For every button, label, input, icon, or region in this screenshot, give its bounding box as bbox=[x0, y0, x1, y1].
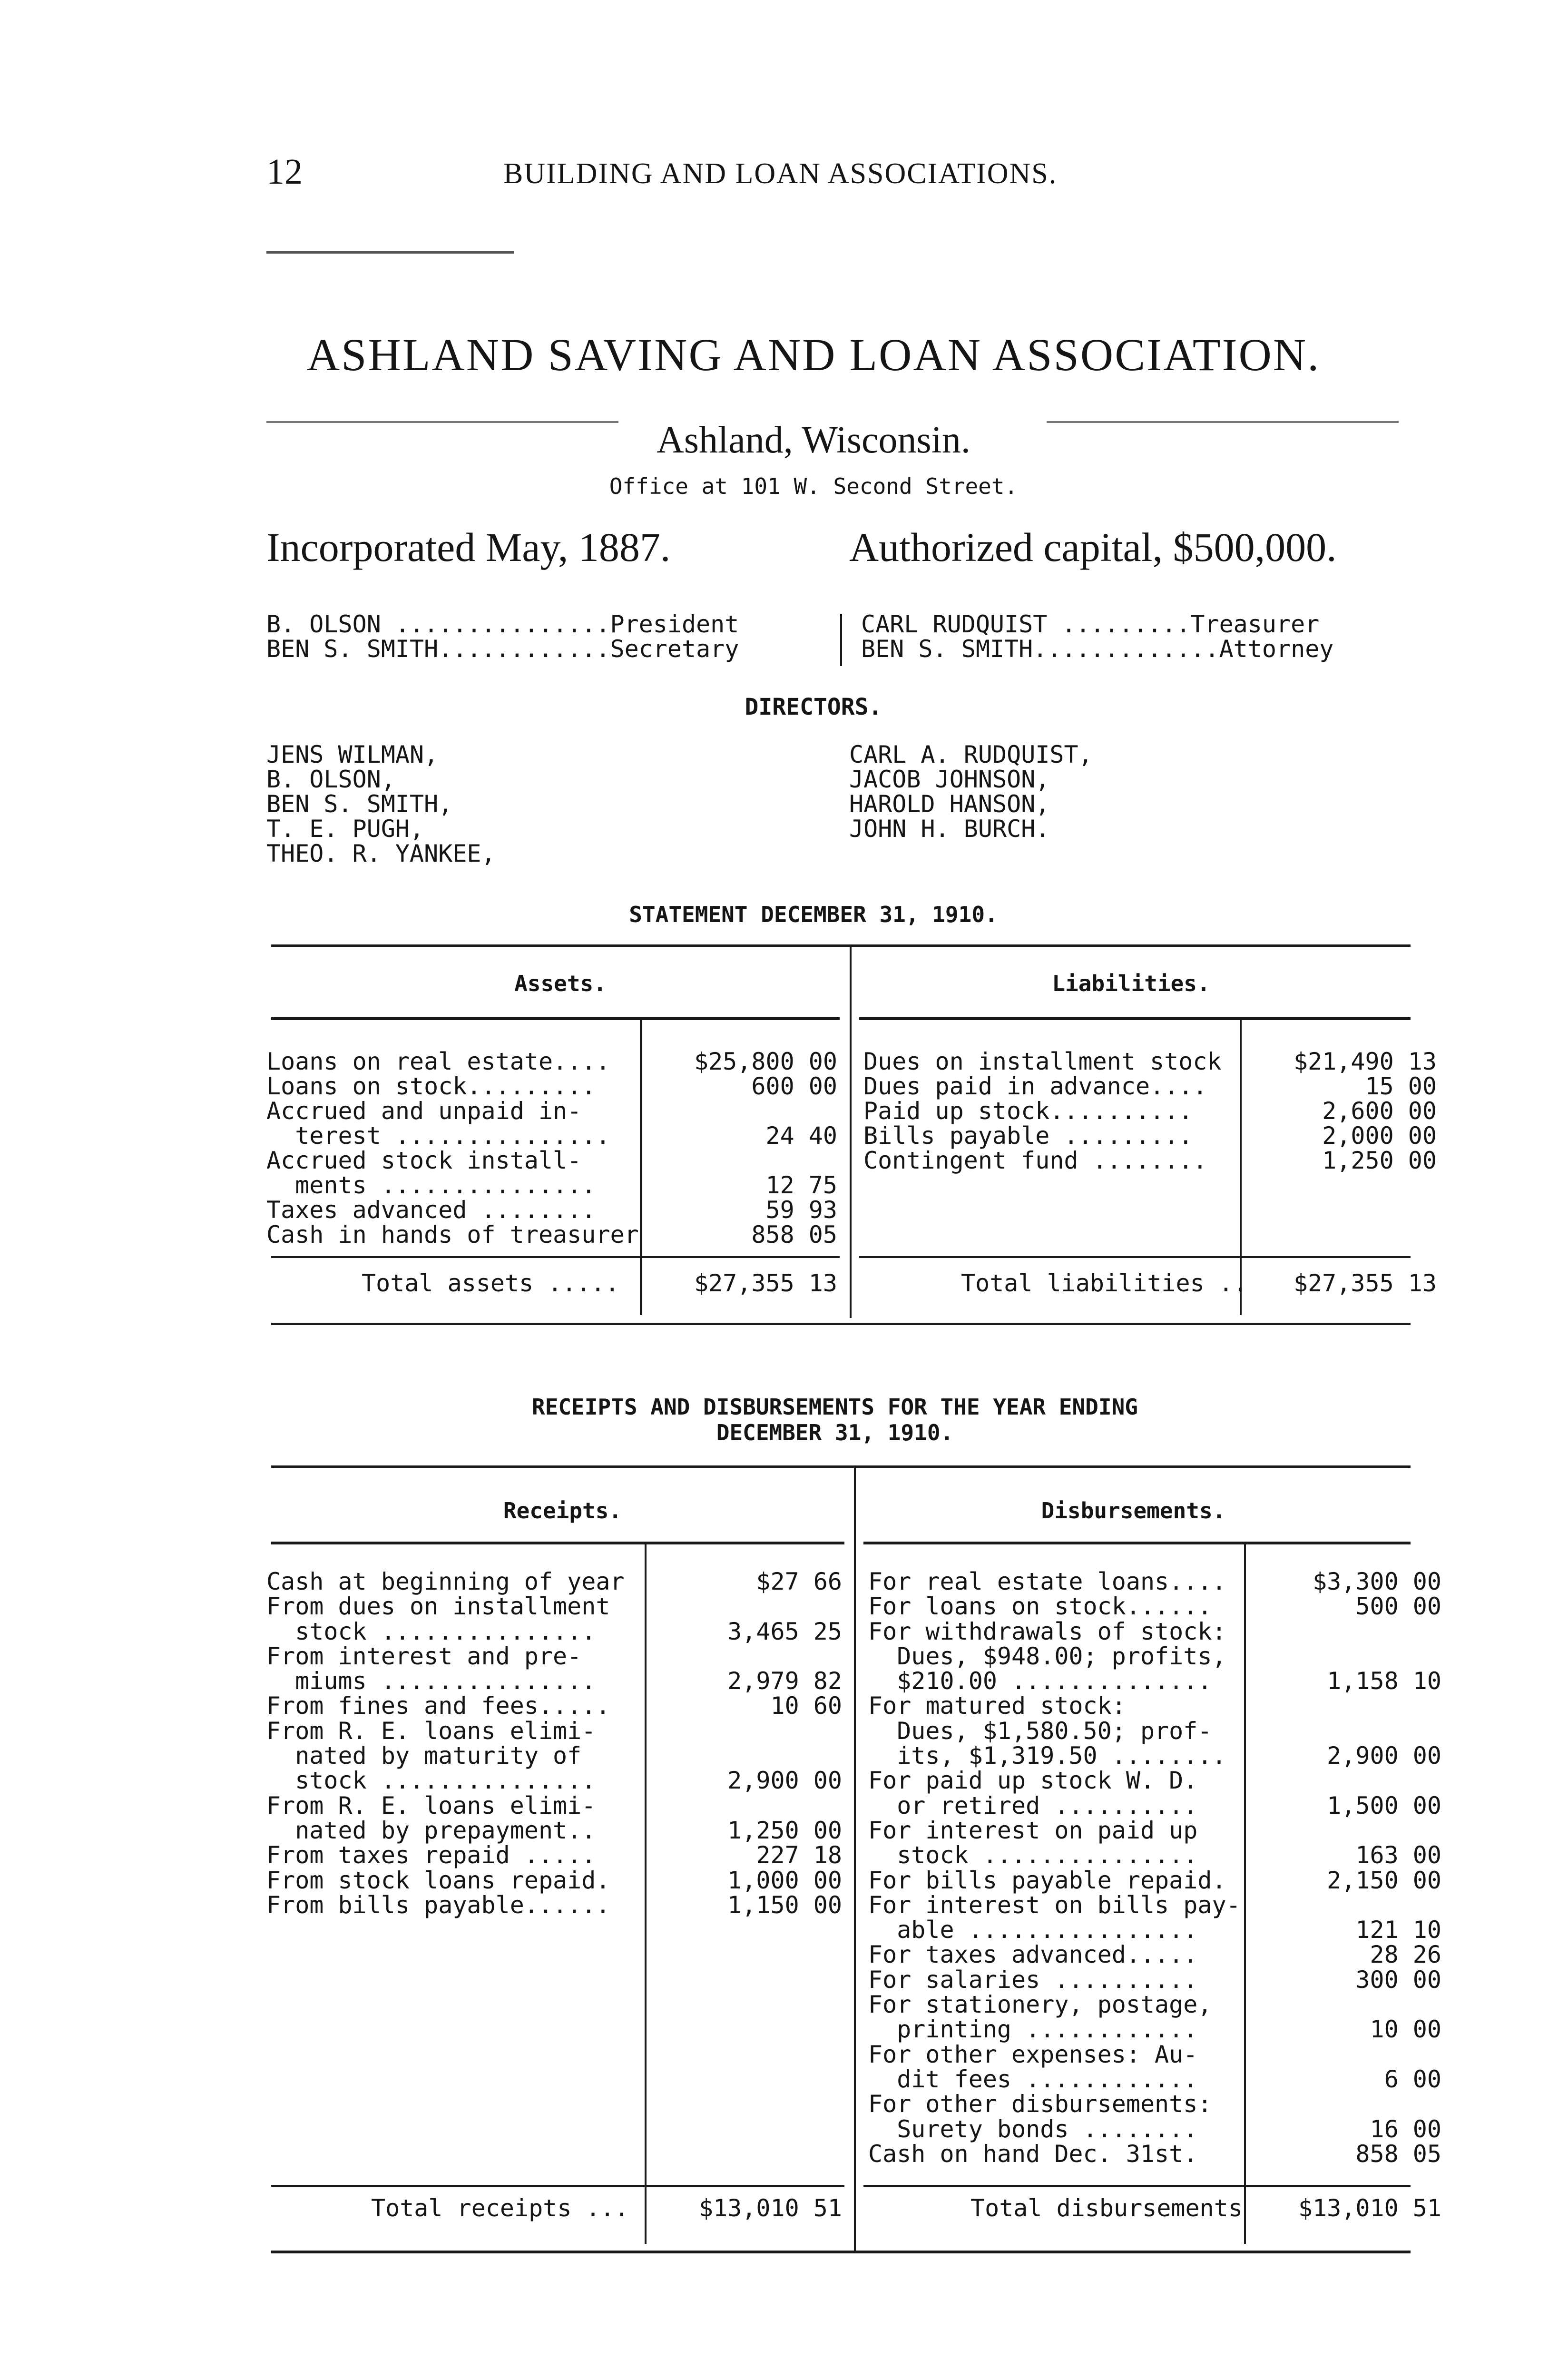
assets-total-rule bbox=[271, 1256, 840, 1258]
liabilities-total-rule bbox=[859, 1256, 1411, 1258]
liability-label: Bills payable ......... bbox=[863, 1122, 1193, 1150]
officer-attorney: BEN S. SMITH.............Attorney bbox=[861, 635, 1334, 663]
directors-left bbox=[266, 742, 496, 866]
disbursement-label: For other disbursements: bbox=[868, 2090, 1212, 2118]
disbursement-label: Dues, $1,580.50; prof- bbox=[868, 1717, 1212, 1745]
liability-amount: 15 00 bbox=[1365, 1072, 1437, 1100]
asset-label: Loans on real estate.... bbox=[266, 1048, 610, 1075]
asset-amount: $25,800 00 bbox=[694, 1048, 837, 1075]
disbursement-label: For loans on stock...... bbox=[868, 1593, 1212, 1621]
receipts-head-rule bbox=[271, 1542, 844, 1544]
receipt-amount: 1,250 00 bbox=[727, 1816, 842, 1844]
disbursement-label: dit fees ............ bbox=[868, 2065, 1198, 2093]
total-disbursements-label: Total disbursements bbox=[970, 2194, 1243, 2222]
asset-amount: 858 05 bbox=[751, 1221, 837, 1248]
disbursement-label: For salaries .......... bbox=[868, 1966, 1198, 1994]
receipt-label: From R. E. loans elimi- bbox=[266, 1791, 596, 1819]
receipts-center-divider bbox=[854, 1468, 856, 2253]
incorporated-date: Incorporated May, 1887. bbox=[266, 524, 671, 570]
disbursement-label: For withdrawals of stock: bbox=[868, 1617, 1226, 1645]
asset-label: Taxes advanced ........ bbox=[266, 1196, 596, 1224]
receipt-amount: $27 66 bbox=[756, 1568, 842, 1595]
receipt-label: From interest and pre- bbox=[266, 1642, 582, 1670]
disbursement-amount: 16 00 bbox=[1370, 2115, 1441, 2143]
liabilities-head-rule bbox=[859, 1017, 1411, 1020]
receipt-label: stock ............... bbox=[266, 1767, 596, 1795]
directors-right bbox=[849, 742, 1093, 841]
receipts-labels bbox=[266, 1569, 625, 1917]
disbursement-amount: 2,150 00 bbox=[1327, 1866, 1441, 1894]
disbursement-amount: 10 00 bbox=[1370, 2015, 1441, 2044]
receipt-amount: 1,000 00 bbox=[727, 1866, 842, 1894]
receipt-label: nated by prepayment.. bbox=[266, 1816, 596, 1844]
total-assets-amount: $27,355 13 bbox=[694, 1269, 837, 1297]
assets-amounts bbox=[645, 1049, 837, 1247]
officer-title: President bbox=[610, 610, 739, 638]
disbursement-amount: 6 00 bbox=[1384, 2065, 1441, 2093]
disbursement-amount: $3,300 00 bbox=[1313, 1568, 1441, 1595]
officer-secretary: BEN S. SMITH............Secretary bbox=[266, 635, 739, 663]
statement-heading: STATEMENT DECEMBER 31, 1910. bbox=[629, 902, 998, 927]
receipt-label: From R. E. loans elimi- bbox=[266, 1717, 596, 1745]
receipt-label: stock ............... bbox=[266, 1617, 596, 1645]
director-name: T. E. PUGH, bbox=[266, 815, 424, 843]
officer-president: B. OLSON ...............President bbox=[266, 610, 739, 638]
liability-amount: 1,250 00 bbox=[1322, 1147, 1437, 1174]
officer-name: BEN S. SMITH bbox=[266, 635, 439, 663]
association-location: Ashland, Wisconsin. bbox=[657, 419, 970, 461]
receipt-amount: 1,150 00 bbox=[727, 1891, 842, 1919]
receipt-label: Cash at beginning of year bbox=[266, 1568, 625, 1595]
officer-title: Secretary bbox=[610, 635, 739, 663]
directors-heading: DIRECTORS. bbox=[745, 694, 882, 720]
receipt-amount: 2,979 82 bbox=[727, 1667, 842, 1695]
association-name: ASHLAND SAVING AND LOAN ASSOCIATION. bbox=[306, 329, 1321, 380]
disbursement-amount: 163 00 bbox=[1355, 1841, 1441, 1869]
receipts-amounts bbox=[649, 1569, 842, 1917]
disbursement-label: Dues, $948.00; profits, bbox=[868, 1642, 1226, 1670]
disbursements-head-rule bbox=[863, 1542, 1411, 1544]
disbursement-label: For bills payable repaid. bbox=[868, 1866, 1226, 1894]
receipts-heading-line2: DECEMBER 31, 1910. bbox=[716, 1420, 954, 1445]
receipts-bottom-rule bbox=[271, 2251, 1411, 2253]
assets-head-rule bbox=[271, 1017, 840, 1020]
disbursement-label: For interest on bills pay- bbox=[868, 1891, 1241, 1919]
liability-amount: 2,600 00 bbox=[1322, 1097, 1437, 1125]
director-name: CARL A. RUDQUIST, bbox=[849, 741, 1093, 768]
director-name: THEO. R. YANKEE, bbox=[266, 840, 496, 867]
page-number: 12 bbox=[266, 152, 303, 192]
receipt-amount: 227 18 bbox=[756, 1841, 842, 1869]
liabilities-heading: Liabilities. bbox=[1052, 971, 1210, 996]
officer-title: Treasurer bbox=[1190, 610, 1320, 638]
disbursements-amount-divider bbox=[1244, 1544, 1246, 2244]
asset-label: Accrued and unpaid in- bbox=[266, 1097, 582, 1125]
officer-name: BEN S. SMITH bbox=[861, 635, 1033, 663]
assets-amount-divider bbox=[640, 1020, 642, 1315]
receipt-label: From taxes repaid ..... bbox=[266, 1841, 596, 1869]
disbursement-label: Cash on hand Dec. 31st. bbox=[868, 2140, 1198, 2168]
statement-bottom-rule bbox=[271, 1323, 1411, 1325]
total-receipts-amount: $13,010 51 bbox=[698, 2194, 842, 2222]
disbursements-col-heading: Disbursements. bbox=[1041, 1498, 1226, 1524]
total-liabilities-amount: $27,355 13 bbox=[1293, 1269, 1437, 1297]
asset-amount: 600 00 bbox=[751, 1072, 837, 1100]
receipts-amount-divider bbox=[645, 1544, 647, 2244]
receipt-amount: 3,465 25 bbox=[727, 1617, 842, 1645]
officer-treasurer: CARL RUDQUIST .........Treasurer bbox=[861, 610, 1320, 638]
total-receipts-label: Total receipts ... bbox=[371, 2194, 629, 2222]
receipts-total-rule bbox=[271, 2185, 844, 2187]
disbursement-amount: 300 00 bbox=[1355, 1966, 1441, 1994]
officer-name: B. OLSON bbox=[266, 610, 381, 638]
disbursement-label: For stationery, postage, bbox=[868, 1991, 1212, 2019]
disbursement-label: For matured stock: bbox=[868, 1692, 1126, 1720]
disbursements-total-rule bbox=[863, 2185, 1411, 2187]
disbursement-label: For interest on paid up bbox=[868, 1816, 1198, 1844]
liabilities-labels bbox=[863, 1049, 1222, 1173]
disbursement-label: its, $1,319.50 ........ bbox=[868, 1742, 1226, 1770]
association-office: Office at 101 W. Second Street. bbox=[609, 473, 1018, 499]
liability-label: Paid up stock.......... bbox=[863, 1097, 1193, 1125]
liability-amount: $21,490 13 bbox=[1293, 1048, 1437, 1075]
receipt-amount: 2,900 00 bbox=[727, 1767, 842, 1795]
statement-center-divider bbox=[850, 947, 852, 1318]
disbursements-amounts bbox=[1249, 1569, 1441, 2166]
assets-labels bbox=[266, 1049, 639, 1247]
asset-amount: 24 40 bbox=[765, 1122, 837, 1150]
disbursement-label: printing ............ bbox=[868, 2015, 1198, 2044]
assets-heading: Assets. bbox=[514, 971, 607, 996]
total-assets-label: Total assets ..... bbox=[362, 1269, 619, 1297]
disbursement-label: able ................ bbox=[868, 1916, 1198, 1944]
liability-label: Dues on installment stock bbox=[863, 1048, 1222, 1075]
disbursement-label: $210.00 .............. bbox=[868, 1667, 1212, 1695]
receipts-heading-line1: RECEIPTS AND DISBURSEMENTS FOR THE YEAR ENDING bbox=[532, 1394, 1138, 1420]
asset-label: ments ............... bbox=[266, 1171, 596, 1199]
officer-title: Attorney bbox=[1219, 635, 1334, 663]
receipt-label: nated by maturity of bbox=[266, 1742, 582, 1770]
asset-label: Accrued stock install- bbox=[266, 1147, 582, 1174]
receipt-amount: 10 60 bbox=[770, 1692, 842, 1720]
statement-top-rule bbox=[271, 944, 1411, 947]
asset-label: Loans on stock......... bbox=[266, 1072, 596, 1100]
header-rule bbox=[266, 251, 514, 254]
receipts-col-heading: Receipts. bbox=[503, 1498, 622, 1524]
disbursement-label: For paid up stock W. D. bbox=[868, 1767, 1198, 1795]
officer-name: CARL RUDQUIST bbox=[861, 610, 1048, 638]
total-disbursements-amount: $13,010 51 bbox=[1298, 2194, 1441, 2222]
disbursement-amount: 858 05 bbox=[1355, 2140, 1441, 2168]
disbursement-label: or retired .......... bbox=[868, 1791, 1198, 1819]
disbursement-amount: 2,900 00 bbox=[1327, 1742, 1441, 1770]
director-name: BEN S. SMITH, bbox=[266, 790, 453, 818]
disbursement-amount: 1,500 00 bbox=[1327, 1791, 1441, 1819]
disbursement-amount: 1,158 10 bbox=[1327, 1667, 1441, 1695]
director-name: JOHN H. BURCH. bbox=[849, 815, 1050, 843]
asset-label: Cash in hands of treasurer bbox=[266, 1221, 639, 1248]
asset-amount: 12 75 bbox=[765, 1171, 837, 1199]
liability-label: Dues paid in advance.... bbox=[863, 1072, 1207, 1100]
disbursement-label: For taxes advanced..... bbox=[868, 1941, 1198, 1969]
receipt-label: From stock loans repaid. bbox=[266, 1866, 610, 1894]
disbursement-label: Surety bonds ........ bbox=[868, 2115, 1198, 2143]
disbursement-amount: 28 26 bbox=[1370, 1941, 1441, 1969]
receipts-top-rule bbox=[271, 1465, 1411, 1468]
director-name: JACOB JOHNSON, bbox=[849, 766, 1050, 793]
asset-label: terest ............... bbox=[266, 1122, 610, 1150]
running-title: BUILDING AND LOAN ASSOCIATIONS. bbox=[503, 157, 1058, 190]
authorized-capital: Authorized capital, $500,000. bbox=[849, 524, 1337, 570]
disbursement-label: For other expenses: Au- bbox=[868, 2040, 1198, 2068]
disbursement-amount: 121 10 bbox=[1355, 1916, 1441, 1944]
disbursement-amount: 500 00 bbox=[1355, 1593, 1441, 1621]
receipt-label: From bills payable...... bbox=[266, 1891, 610, 1919]
director-name: HAROLD HANSON, bbox=[849, 790, 1050, 818]
director-name: B. OLSON, bbox=[266, 766, 395, 793]
disbursements-labels bbox=[868, 1569, 1241, 2166]
liability-amount: 2,000 00 bbox=[1322, 1122, 1437, 1150]
disbursement-label: For real estate loans.... bbox=[868, 1568, 1226, 1595]
disbursement-label: stock ............... bbox=[868, 1841, 1198, 1869]
asset-amount: 59 93 bbox=[765, 1196, 837, 1224]
receipt-label: miums ............... bbox=[266, 1667, 596, 1695]
total-liabilities-label: Total liabilities .. bbox=[961, 1269, 1248, 1297]
receipt-label: From fines and fees..... bbox=[266, 1692, 610, 1720]
director-name: JENS WILMAN, bbox=[266, 741, 439, 768]
liabilities-amounts bbox=[1246, 1049, 1437, 1173]
receipt-label: From dues on installment bbox=[266, 1593, 610, 1621]
officers-divider bbox=[840, 614, 842, 666]
liability-label: Contingent fund ........ bbox=[863, 1147, 1207, 1174]
